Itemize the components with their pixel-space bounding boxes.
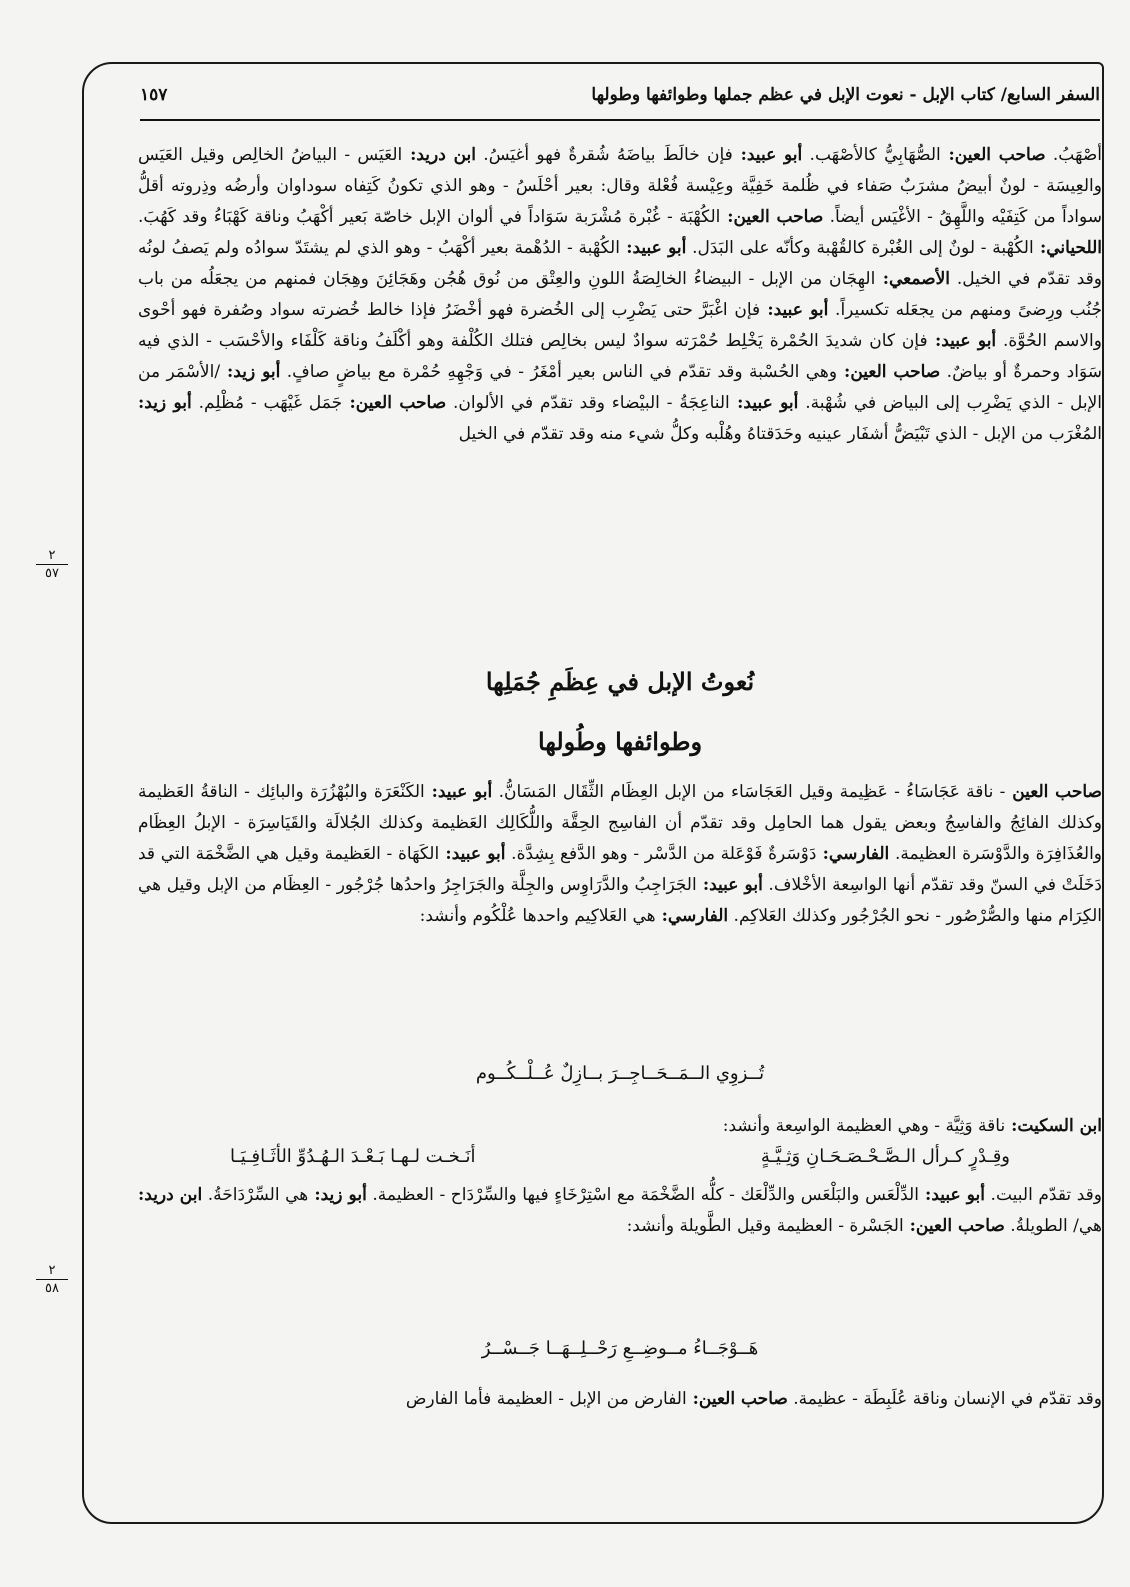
verse-2-second-hemistich: أنَـخـت لـهـا بَـعْـدَ الـهُـدُوِّ الأثَـافِـيَـا [230,1146,476,1167]
source-name: الفارسي: [816,844,890,864]
source-name: أبو زيد: [220,362,281,382]
text-run: أصْهَبُ. [1045,145,1102,165]
source-name: أبو زيد: [308,1185,367,1205]
source-name: أبو عبيد: [696,875,763,895]
source-name: صاحب العين [1005,782,1102,802]
margin-folio-mark-1 [30,548,74,581]
text-run: فإن خالَطَ بياضَهُ شُقرةٌ فهو أغيَسُ. [476,145,733,165]
section-heading-2: وطوائفها وطُولها [537,727,703,756]
source-name: ابن دريد: [138,1185,203,1205]
header-title: السفر السابع/ كتاب الإبل - نعوت الإبل في عظم جملها وطوائفها وطولها [591,85,1100,105]
text-run: العَيَس - البياضُ الخالِص وقيل العَيَس والعِيسَة - لونٌ أبيضُ مشرَبٌ صَفاء في ظُلمة خَفِيَّة وعِيْسة فُعْلة وقال: بعير أحْلَسُ - وهو الذي تكونُ كَتِفاه سوداوان وأرضُه وذِروته أقلُّ سواداً من كَتِفَيْه واللَّهِقُ - الأغْيَس أيضاً. [138,145,1103,227]
source-name: صاحب العين: [837,362,941,382]
text-run: الصُّهَابِيُّ كالأصْهَب. [802,145,941,165]
text-run: وهي الحُسْبة وقد تقدّم في الناس بعير أمْغَرُ - في وَجْهِهِ حُمْرة مع بياضٍ صافٍ. [280,362,838,382]
text-run: الفارض من الإبل - العظيمة فأما الفارض [405,1389,687,1409]
folio-divider [36,1279,68,1280]
source-name: صاحب العين: [940,145,1046,165]
folio-leaf: ٥٧ [45,566,59,581]
text-run: هي العَلاكِيم واحدها عُلْكُوم وأنشد: [419,906,656,926]
header-rule [140,119,1100,121]
text-run: /الأسْمَر من الإبل - الذي يَضْرِب إلى البياض في شُهْبة. [138,362,1103,413]
source-name: أبو عبيد: [927,331,997,351]
text-run: فإن كان شديدَ الحُمْرة يَخْلِط حُمْرَته سوادٌ ليس بخالِص فتلك الكُلْفة وهو أكْلَفُ وناقة كَلْفَاء والأحْسَب - الذي فيه سَوَاد وحمرةٌ أو بياضٌ. [138,331,1103,382]
source-name: أبو عبيد: [918,1185,985,1205]
source-name: أبو عبيد: [424,782,493,802]
paragraph-3 [138,1111,1102,1142]
source-name: اللحياني: [1033,238,1102,258]
source-name: صاحب العين: [903,1216,1005,1236]
text-run: الجَسْرة - العظيمة وقيل الطَّويلة وأنشد: [626,1216,904,1236]
source-name: صاحب العين: [686,1389,788,1409]
source-name: الأصمعي: [875,269,951,289]
source-name: أبو عبيد: [619,238,687,258]
text-run: الجَرَاجِبُ والدَّرَاوِس والجِلَّة والجَرَاجِرُ واحدُها جُرْجُور - العِظَام من الإبل وقيل هي الكِرَام منها والصُّرْصُور - نحو الجُرْجُور وكذلك العَلاكِم. [138,875,1102,926]
source-name: ابن دريد: [402,145,477,165]
paragraph-1 [138,140,1102,450]
text-run: الهِجَان من الإبل - البيضاءُ الخالِصَةُ اللونِ والعِتْق من نُوق هُجُن وهَجَائِنَ وهِجَان فمنهم من يجعَلُه من باب جُنُب ورِضىً ومنهم من يجعَله تكسيراً. [138,269,1102,320]
text-run: المُغْرَب من الإبل - الذي تَبْيَضُّ أشفَار عينيه وحَدَقتاهُ وهُلْبه وكلُّ شيء منه وقد تقدّم في الخيل [458,424,1102,444]
text-run: وقد تقدّم في الإنسان وناقة عُلَبِطَة - عظيمة. [787,1389,1102,1409]
text-run: الكَهَاة - العَظيمة وقيل هي الضَّخْمَة التي قد دَخَلَتْ في السنّ وقد تقدّم أنها الواسِعة الأخْلاف. [138,844,1102,895]
text-run: جَمَل غَيْهَب - مُظْلِم. [191,393,343,413]
folio-leaf: ٥٨ [45,1281,59,1296]
source-name: صاحب العين: [342,393,447,413]
folio-volume: ٢ [48,548,56,563]
text-run: الكَنْعَرَة والبُهْزُرَة والبائِك - الناقةُ العَظيمة وكذلك الفائِجُ والفاسِجُ وبعض يقول هما الحامِل وقد تقدّم أن الفاسِج الحِقَّة واللُّكَالِك العَظيمة وكذلك الجُلالَة والقَيَاسِرَة - الإبلُ العِظَام والعُذَافِرَة والدَّوْسَرة العظيمة. [138,782,1102,864]
text-run: الكُهْبة - لونٌ إلى الغُبْرة كالقُهْبة وكأنّه على البَدَل. [686,238,1034,258]
source-name: صاحب العين: [720,207,824,227]
text-run: الناعِجَةُ - البيْضاء وقد تقدّم في الألوان. [446,393,730,413]
paragraph-2 [138,777,1102,932]
text-run: فإن اغْبَرَّ حتى يَضْرِب إلى الخُضرة فهو أخْضَرُ فإذا خالط خُضرته سواد وصُفرة فهو أحْوى والاسم الحُوَّة. [138,300,1102,351]
source-name: أبو عبيد: [760,300,829,320]
text-run: هي السِّرْدَاحَةُ. [202,1185,309,1205]
page-number: ١٥٧ [140,85,168,105]
source-name: ابن السكيت: [1005,1116,1102,1136]
source-name: أبو زيد: [138,393,192,413]
source-name: الفارسي: [655,906,729,926]
text-run: هي/ الطويلةُ. [1004,1216,1102,1236]
text-run: ناقة وَثِيَّة - وهي العظيمة الواسِعة وأنشد: [722,1116,1006,1136]
text-run: الكُهْبَة - غُبْرة مُشْرَبة سَوَاداً في ألوان الإبل خاصّة بَعير أكْهَبُ وناقة كَهْبَاءُ وقد كَهُبَ. [138,207,721,227]
text-run: - ناقة عَجَاسَاءُ - عَظِيمة وقيل العَجَاسَاء من الإبل العِظَام الثِّقَال المَسَانُّ. [492,782,1006,802]
text-run: دَوْسَرةٌ فَوْعَلة من الدَّسْر - وهو الدَّفع بِشِدَّة. [505,844,817,864]
text-run: وقد تقدّم البيت. [984,1185,1102,1205]
verse-1: تُــزوِي الــمَــحَــاجِــرَ بــازِلٌ عُــلْــكُــوم [475,1063,765,1084]
paragraph-4 [138,1180,1102,1242]
source-name: أبو عبيد: [732,145,803,165]
verse-3: هَــوْجَــاءُ مــوضِــعِ رَحْــلِــهَــا جَــسْــرُ [481,1338,759,1359]
source-name: أبو عبيد: [439,844,506,864]
folio-divider [36,564,68,565]
margin-folio-mark-2 [30,1263,74,1296]
text-run: الدِّلْعَس والبَلْعَس والدِّلْعَك - كلُّه الضَّخْمَة مع اسْتِرْخَاءٍ فيها والسِّرْدَاح - العظيمة. [366,1185,919,1205]
verse-2-first-hemistich: وقِـدْرٍ كـرأل الـصَّـحْـصَـحَـانِ وَثِـيَّـةٍ [760,1146,1010,1167]
paragraph-5 [138,1384,1102,1415]
source-name: أبو عبيد: [729,393,799,413]
running-header [140,78,1100,112]
verse-2 [230,1146,1010,1167]
section-heading-1: نُعوتُ الإبل في عِظَمِ جُمَلِها [485,667,755,696]
text-run: الكُهْبة - الدُهْمة بعير أكْهَبُ - وهو الذي لم يشتَدّ سوادُه ولم يَصفُ لونُه وقد تقدّم في الخيل. [138,238,1102,289]
folio-volume: ٢ [48,1263,56,1278]
